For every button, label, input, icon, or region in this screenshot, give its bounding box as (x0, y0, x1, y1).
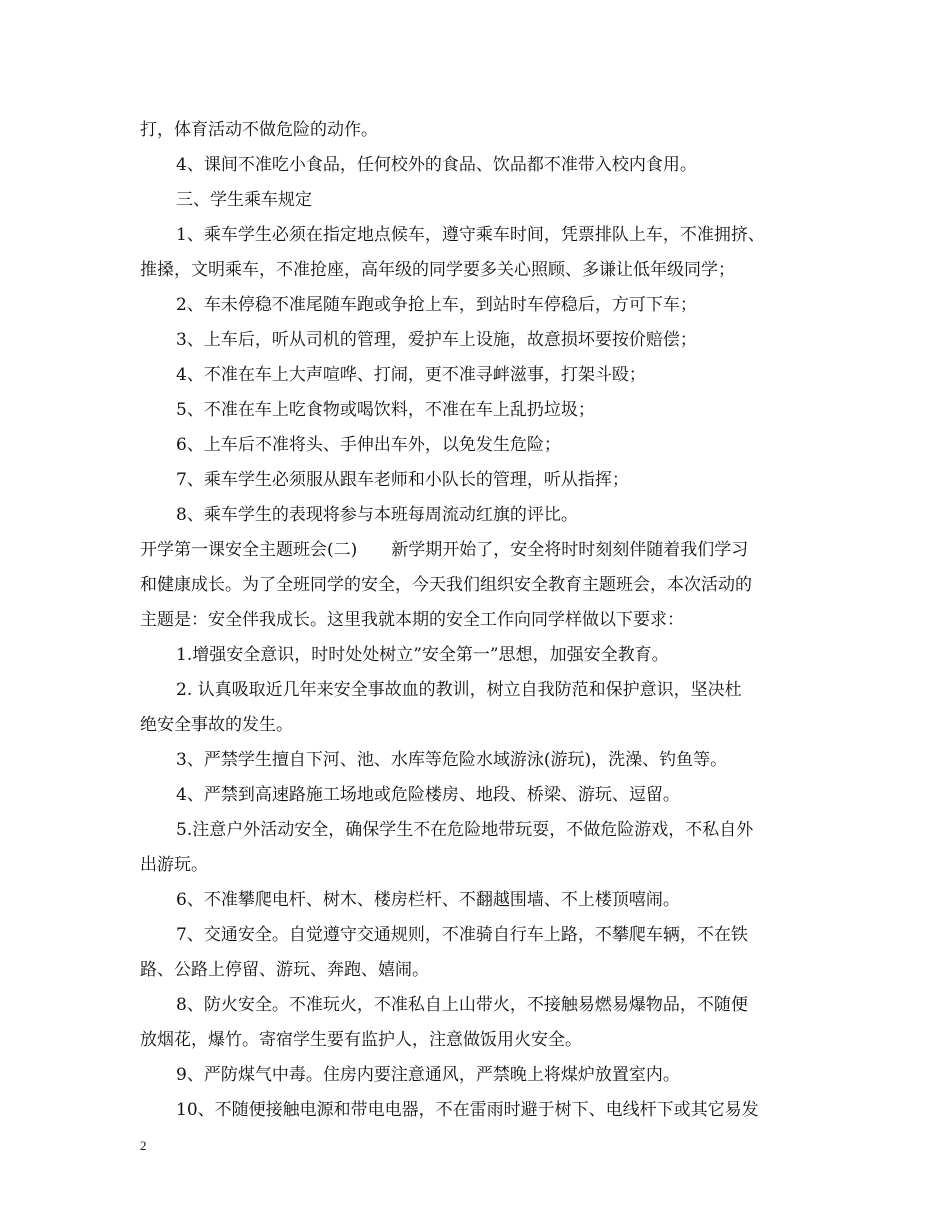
text-line: 2、车未停稳不准尾随车跑或争抢上车，到站时车停稳后，方可下车； (176, 295, 697, 315)
text-line: 主题是：安全伴我成长。这里我就本期的安全工作向同学样做以下要求： (140, 610, 684, 630)
text-line: 4、严禁到高速路施工场地或危险楼房、地段、桥梁、游玩、逗留。 (176, 785, 680, 805)
page-number: 2 (140, 1138, 147, 1153)
text-line: 9、严防煤气中毒。住房内要注意通风，严禁晚上将煤炉放置室内。 (176, 1065, 680, 1085)
text-line: 5、不准在车上吃食物或喝饮料，不准在车上乱扔垃圾； (176, 400, 595, 420)
text-line: 10、不随便接触电源和带电电器，不在雷雨时避于树下、电线杆下或其它易发 (176, 1100, 759, 1120)
text-line: 放烟花，爆竹。寄宿学生要有监护人，注意做饭用火安全。 (140, 1030, 582, 1050)
text-line: 4、课间不准吃小食品，任何校外的食品、饮品都不准带入校内食用。 (176, 155, 697, 175)
text-line: 1.增强安全意识，时时处处树立”安全第一”思想，加强安全教育。 (176, 645, 669, 665)
text-line: 7、交通安全。自觉遵守交通规则，不准骑自行车上路，不攀爬车辆，不在铁 (176, 925, 748, 945)
text-line: 2. 认真吸取近几年来安全事故血的教训，树立自我防范和保护意识，坚决杜 (176, 680, 742, 700)
text-line: 6、不准攀爬电杆、树木、楼房栏杆、不翻越围墙、不上楼顶嘻闹。 (176, 890, 680, 910)
text-line: 和健康成长。为了全班同学的安全，今天我们组织安全教育主题班会，本次活动的 (140, 575, 752, 595)
text-line: 6、上车后不准将头、手伸出车外，以免发生危险； (176, 435, 561, 455)
text-line: 1、乘车学生必须在指定地点候车，遵守乘车时间，凭票排队上车，不准拥挤、 (176, 225, 765, 245)
section-heading: 三、学生乘车规定 (176, 190, 312, 210)
text-line: 打，体育活动不做危险的动作。 (140, 120, 378, 140)
text-line: 3、严禁学生擅自下河、池、水库等危险水域游泳(游玩)，洗澡、钓鱼等。 (176, 750, 728, 770)
text-line: 3、上车后，听从司机的管理，爱护车上设施，故意损坏要按价赔偿； (176, 330, 697, 350)
text-line: 出游玩。 (140, 855, 208, 875)
text-line: 绝安全事故的发生。 (140, 715, 293, 735)
text-line: 5.注意户外活动安全，确保学生不在危险地带玩耍，不做危险游戏，不私自外 (176, 820, 754, 840)
text-line: 8、防火安全。不准玩火，不准私自上山带火，不接触易燃易爆物品，不随便 (176, 995, 748, 1015)
text-line: 开学第一课安全主题班会(二) 新学期开始了，安全将时时刻刻伴随着我们学习 (140, 540, 749, 560)
text-line: 推搡，文明乘车，不准抢座，高年级的同学要多关心照顾、多谦让低年级同学； (140, 260, 735, 280)
text-line: 4、不准在车上大声喧哗、打闹，更不准寻衅滋事，打架斗殴； (176, 365, 646, 385)
text-line: 7、乘车学生必须服从跟车老师和小队长的管理，听从指挥； (176, 470, 629, 490)
text-line: 8、乘车学生的表现将参与本班每周流动红旗的评比。 (176, 505, 578, 525)
text-line: 路、公路上停留、游玩、奔跑、嬉闹。 (140, 960, 429, 980)
